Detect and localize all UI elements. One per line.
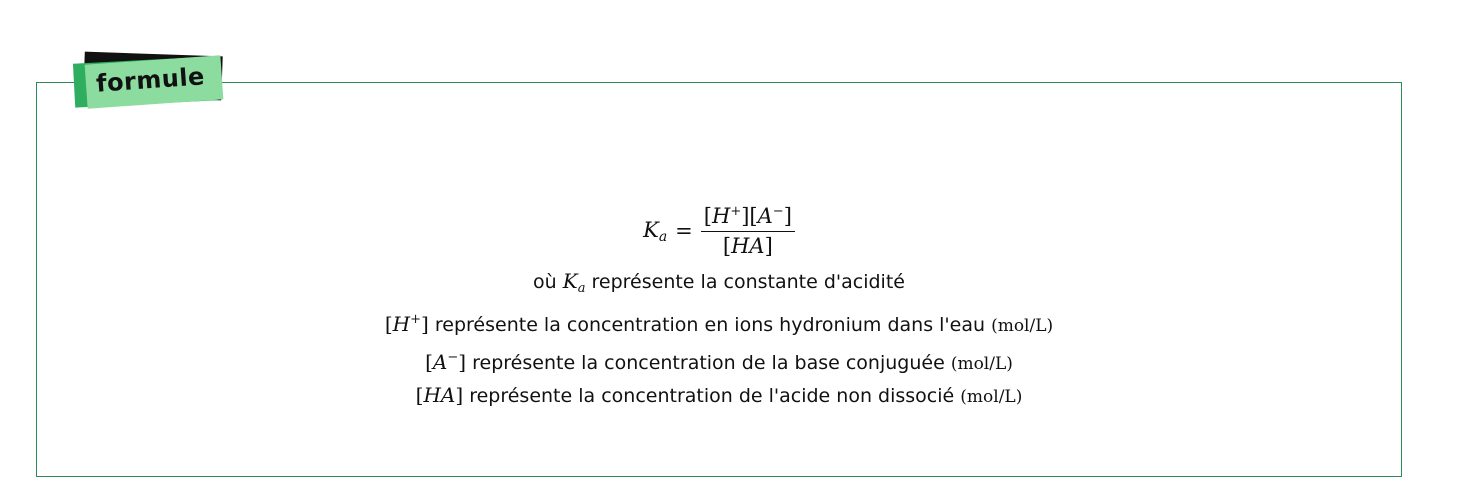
legend-ha-text: représente la concentration de l'acide non dissocié bbox=[469, 385, 955, 407]
legend-ka-prefix: où bbox=[533, 271, 557, 293]
legend-h-species: H bbox=[392, 312, 411, 336]
legend-line-h bbox=[36, 304, 1402, 342]
formula-content bbox=[36, 196, 1402, 413]
legend-ka-symbol: K bbox=[562, 269, 578, 293]
legend-ha-species: HA bbox=[423, 383, 456, 407]
legend-a-charge: − bbox=[447, 350, 459, 365]
legend-ka-text: représente la constante d'acidité bbox=[591, 271, 905, 293]
fraction bbox=[701, 204, 795, 258]
legend-a-unit: (mol/L) bbox=[950, 354, 1013, 374]
numerator-h-species: H bbox=[711, 204, 731, 228]
legend-a-species: A bbox=[432, 350, 448, 374]
numerator-h-charge: + bbox=[730, 204, 742, 219]
legend-h-symbol: [H+] bbox=[384, 312, 429, 336]
numerator-a-charge: − bbox=[772, 204, 784, 219]
denominator-species: HA bbox=[731, 234, 765, 258]
legend-line-ha bbox=[36, 380, 1402, 413]
fraction-denominator: [HA] bbox=[722, 234, 773, 258]
legend-h-unit: (mol/L) bbox=[991, 316, 1054, 336]
legend-line-a bbox=[36, 342, 1402, 380]
legend-ka-subscript: a bbox=[577, 281, 586, 296]
tag-label: formule bbox=[95, 62, 206, 98]
formula-tag bbox=[74, 52, 226, 112]
legend-h-charge: + bbox=[410, 312, 422, 327]
legend-h-text: représente la concentration en ions hydronium dans l'eau bbox=[434, 314, 986, 336]
equation-lhs bbox=[643, 218, 667, 245]
lhs-subscript: a bbox=[658, 228, 668, 245]
legend-a-text: représente la concentration de la base conjuguée bbox=[472, 352, 945, 374]
legend-ha-symbol: [HA] bbox=[415, 383, 464, 407]
legend-line-ka bbox=[36, 266, 1402, 304]
legend-a-symbol: [A−] bbox=[425, 350, 467, 374]
lhs-symbol: K bbox=[643, 217, 659, 242]
numerator-a-species: A bbox=[757, 204, 773, 228]
legend-ha-unit: (mol/L) bbox=[960, 387, 1023, 407]
equals-sign: = bbox=[675, 219, 693, 243]
fraction-numerator: [H+][A−] bbox=[701, 204, 795, 232]
equation bbox=[643, 196, 795, 266]
